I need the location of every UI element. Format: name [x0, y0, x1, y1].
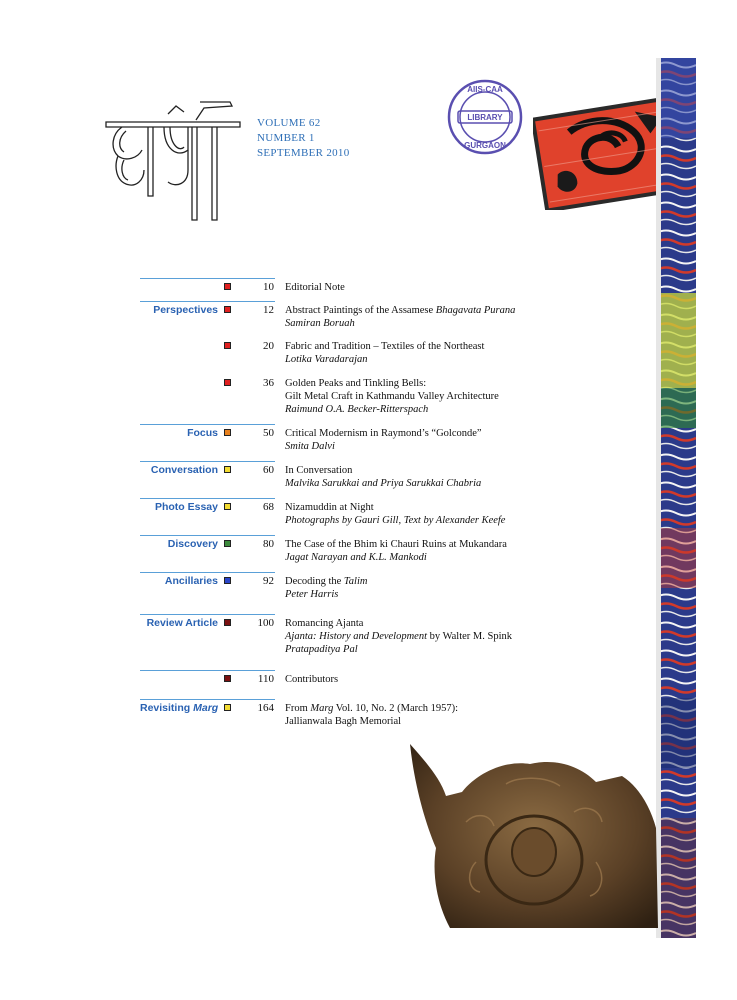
divider — [140, 535, 275, 536]
entry-title-line2: Gilt Metal Craft in Kathmandu Valley Architecture — [285, 391, 499, 402]
marker-square — [224, 540, 231, 547]
svg-text:LIBRARY: LIBRARY — [467, 113, 503, 122]
marker-square — [224, 429, 231, 436]
entry-author: Photographs by Gauri Gill, Text by Alexander Keefe — [285, 515, 506, 526]
divider — [140, 670, 275, 671]
page-number: 164 — [257, 702, 274, 714]
entry-author: Malvika Sarukkai and Priya Sarukkai Chabria — [285, 478, 482, 489]
entry-title: The Case of the Bhim ki Chauri Ruins at Mukandara — [285, 539, 507, 550]
marker-square — [224, 577, 231, 584]
date-label: SEPTEMBER 2010 — [257, 147, 350, 159]
divider — [140, 614, 275, 615]
page-number: 20 — [263, 340, 274, 352]
page-number: 60 — [263, 464, 274, 476]
svg-text:AIIS-CAA: AIIS-CAA — [467, 85, 503, 94]
entry-title: Romancing Ajanta — [285, 618, 364, 629]
number-label: NUMBER 1 — [257, 132, 315, 144]
marker-square — [224, 306, 231, 313]
marker-square — [224, 283, 231, 290]
marker-square — [224, 619, 231, 626]
section-label: Discovery — [167, 538, 218, 550]
section-label: Photo Essay — [154, 501, 218, 513]
svg-text:GURGAON: GURGAON — [464, 141, 506, 150]
entry-title: Contributors — [285, 674, 339, 685]
page-number: 10 — [263, 281, 274, 293]
entry-title: Golden Peaks and Tinkling Bells: — [285, 378, 427, 389]
page-number: 68 — [263, 501, 274, 513]
page-number: 50 — [263, 427, 274, 439]
entry-subtitle: Ajanta: History and Development by Walter M. Spink — [285, 631, 513, 642]
entry-title: Abstract Paintings of the Assamese Bhagavata Purana — [285, 305, 516, 316]
page-number: 80 — [263, 538, 274, 550]
entry-title: In Conversation — [285, 465, 353, 476]
page-number: 92 — [263, 575, 274, 587]
marker-square — [224, 379, 231, 386]
entry-author: Samiran Boruah — [285, 318, 355, 329]
section-label: Review Article — [146, 617, 218, 629]
entry-title: Editorial Note — [285, 282, 345, 293]
volume-label: VOLUME 62 — [257, 117, 321, 129]
section-label: Conversation — [150, 464, 218, 476]
divider — [140, 699, 275, 700]
divider — [140, 278, 275, 279]
divider — [140, 301, 275, 302]
entry-author: Lotika Varadarajan — [285, 354, 368, 365]
entry-author: Raimund O.A. Becker-Ritterspach — [285, 404, 429, 415]
marker-square — [224, 503, 231, 510]
section-label: Ancillaries — [164, 575, 218, 587]
entry-title: Decoding the Talim — [285, 576, 368, 587]
divider — [140, 461, 275, 462]
section-label: Focus — [187, 427, 218, 439]
divider — [140, 424, 275, 425]
marker-square — [224, 704, 231, 711]
entry-author: Jagat Narayan and K.L. Mankodi — [285, 552, 427, 563]
entry-author: Smita Dalvi — [285, 441, 335, 452]
divider — [140, 498, 275, 499]
marker-square — [224, 466, 231, 473]
entry-title: Critical Modernism in Raymond’s “Golconde” — [285, 428, 482, 439]
entry-title: Nizamuddin at Night — [285, 502, 374, 513]
section-label: Revisiting Marg — [140, 702, 219, 714]
page-number: 100 — [257, 617, 274, 629]
divider — [140, 572, 275, 573]
page-number: 36 — [263, 377, 274, 389]
page-number: 110 — [257, 673, 274, 685]
marker-square — [224, 342, 231, 349]
entry-title: From Marg Vol. 10, No. 2 (March 1957): — [285, 703, 459, 714]
entry-author: Pratapaditya Pal — [285, 644, 358, 655]
marker-square — [224, 675, 231, 682]
entry-author: Peter Harris — [285, 589, 339, 600]
section-label: Perspectives — [153, 304, 218, 316]
entry-title: Fabric and Tradition – Textiles of the Northeast — [285, 341, 485, 352]
page-number: 12 — [263, 304, 274, 316]
entry-title-line2: Jallianwala Bagh Memorial — [285, 716, 402, 727]
